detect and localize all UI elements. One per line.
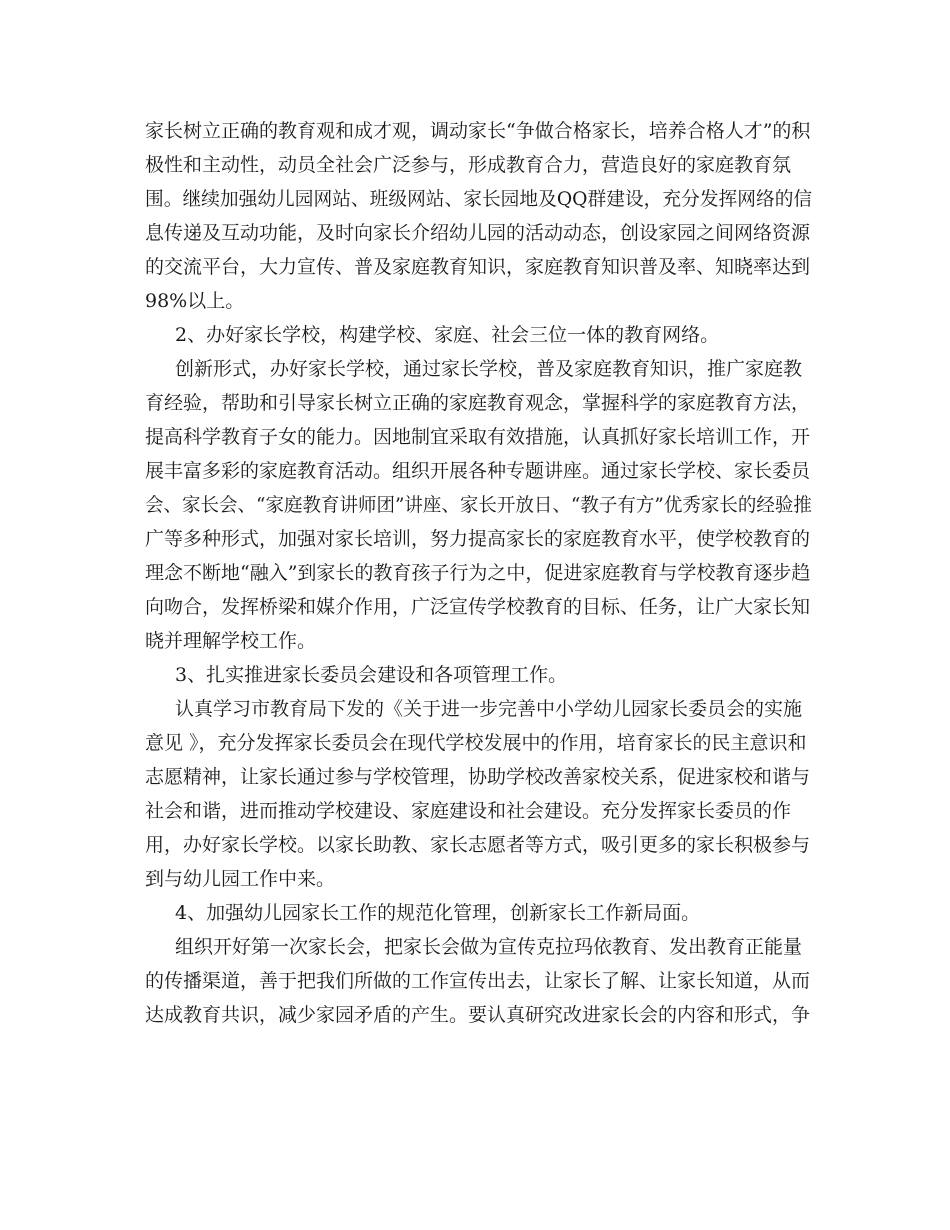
text-line: 意见 》，充分发挥家长委员会在现代学校发展中的作用，培育家长的民主意识和 — [145, 732, 807, 754]
section-heading: 3、扎实推进家长委员会建设和各项管理工作。 — [175, 664, 568, 686]
section-heading: 4、加强幼儿园家长工作的规范化管理，创新家长工作新局面。 — [175, 902, 701, 924]
text-line: 认真学习市教育局下发的《关于进一步完善中小学幼儿园家长委员会的实施 — [175, 698, 803, 720]
text-line: 家长树立正确的教育观和成才观，调动家长“争做合格家长，培养合格人才”的积 — [145, 120, 811, 142]
text-line: 的交流平台，大力宣传、普及家庭教育知识，家庭教育知识普及率、知晓率达到 — [145, 256, 811, 278]
text-line: 达成教育共识，减少家园矛盾的产生。要认真研究改进家长会的内容和形式，争 — [145, 1004, 811, 1026]
text-line: 理念不断地“融入”到家长的教育孩子行为之中，促进家庭教育与学校教育逐步趋 — [145, 562, 811, 584]
text-line: 创新形式，办好家长学校，通过家长学校，普及家庭教育知识，推广家庭教 — [175, 358, 803, 380]
text-line: 社会和谐，进而推动学校建设、家庭建设和社会建设。充分发挥家长委员的作 — [145, 800, 792, 822]
text-line: 展丰富多彩的家庭教育活动。组织开展各种专题讲座。通过家长学校、家长委员 — [145, 460, 811, 482]
text-line: 志愿精神，让家长通过参与学校管理，协助学校改善家校关系，促进家校和谐与 — [145, 766, 811, 788]
text-line: 98%以上。 — [145, 290, 245, 312]
text-line: 育经验，帮助和引导家长树立正确的家庭教育观念，掌握科学的家庭教育方法， — [145, 392, 811, 414]
text-line: 会、家长会、“家庭教育讲师团”讲座、家长开放日、“教子有方”优秀家长的经验推 — [145, 494, 812, 516]
text-line: 围。继续加强幼儿园网站、班级网站、家长园地及QQ群建设，充分发挥网络的信 — [145, 188, 813, 210]
text-line: 的传播渠道，善于把我们所做的工作宣传出去，让家长了解、让家长知道，从而 — [145, 970, 811, 992]
text-line: 晓并理解学校工作。 — [145, 630, 317, 652]
text-line: 组织开好第一次家长会，把家长会做为宣传克拉玛依教育、发出教育正能量 — [175, 936, 803, 958]
text-line: 向吻合，发挥桥梁和媒介作用，广泛宣传学校教育的目标、任务，让广大家长知 — [145, 596, 811, 618]
text-line: 用，办好家长学校。以家长助教、家长志愿者等方式，吸引更多的家长积极参与 — [145, 834, 811, 856]
text-line: 息传递及互动功能，及时向家长介绍幼儿园的活动动态，创设家园之间网络资源 — [145, 222, 811, 244]
section-heading: 2、办好家长学校，构建学校、家庭、社会三位一体的教育网络。 — [175, 324, 720, 346]
text-line: 提高科学教育子女的能力。因地制宜采取有效措施，认真抓好家长培训工作，开 — [145, 426, 811, 448]
text-line: 到与幼儿园工作中来。 — [145, 868, 336, 890]
text-line: 广等多种形式，加强对家长培训，努力提高家长的家庭教育水平，使学校教育的 — [145, 528, 811, 550]
text-line: 极性和主动性，动员全社会广泛参与，形成教育合力，营造良好的家庭教育氛 — [145, 154, 792, 176]
